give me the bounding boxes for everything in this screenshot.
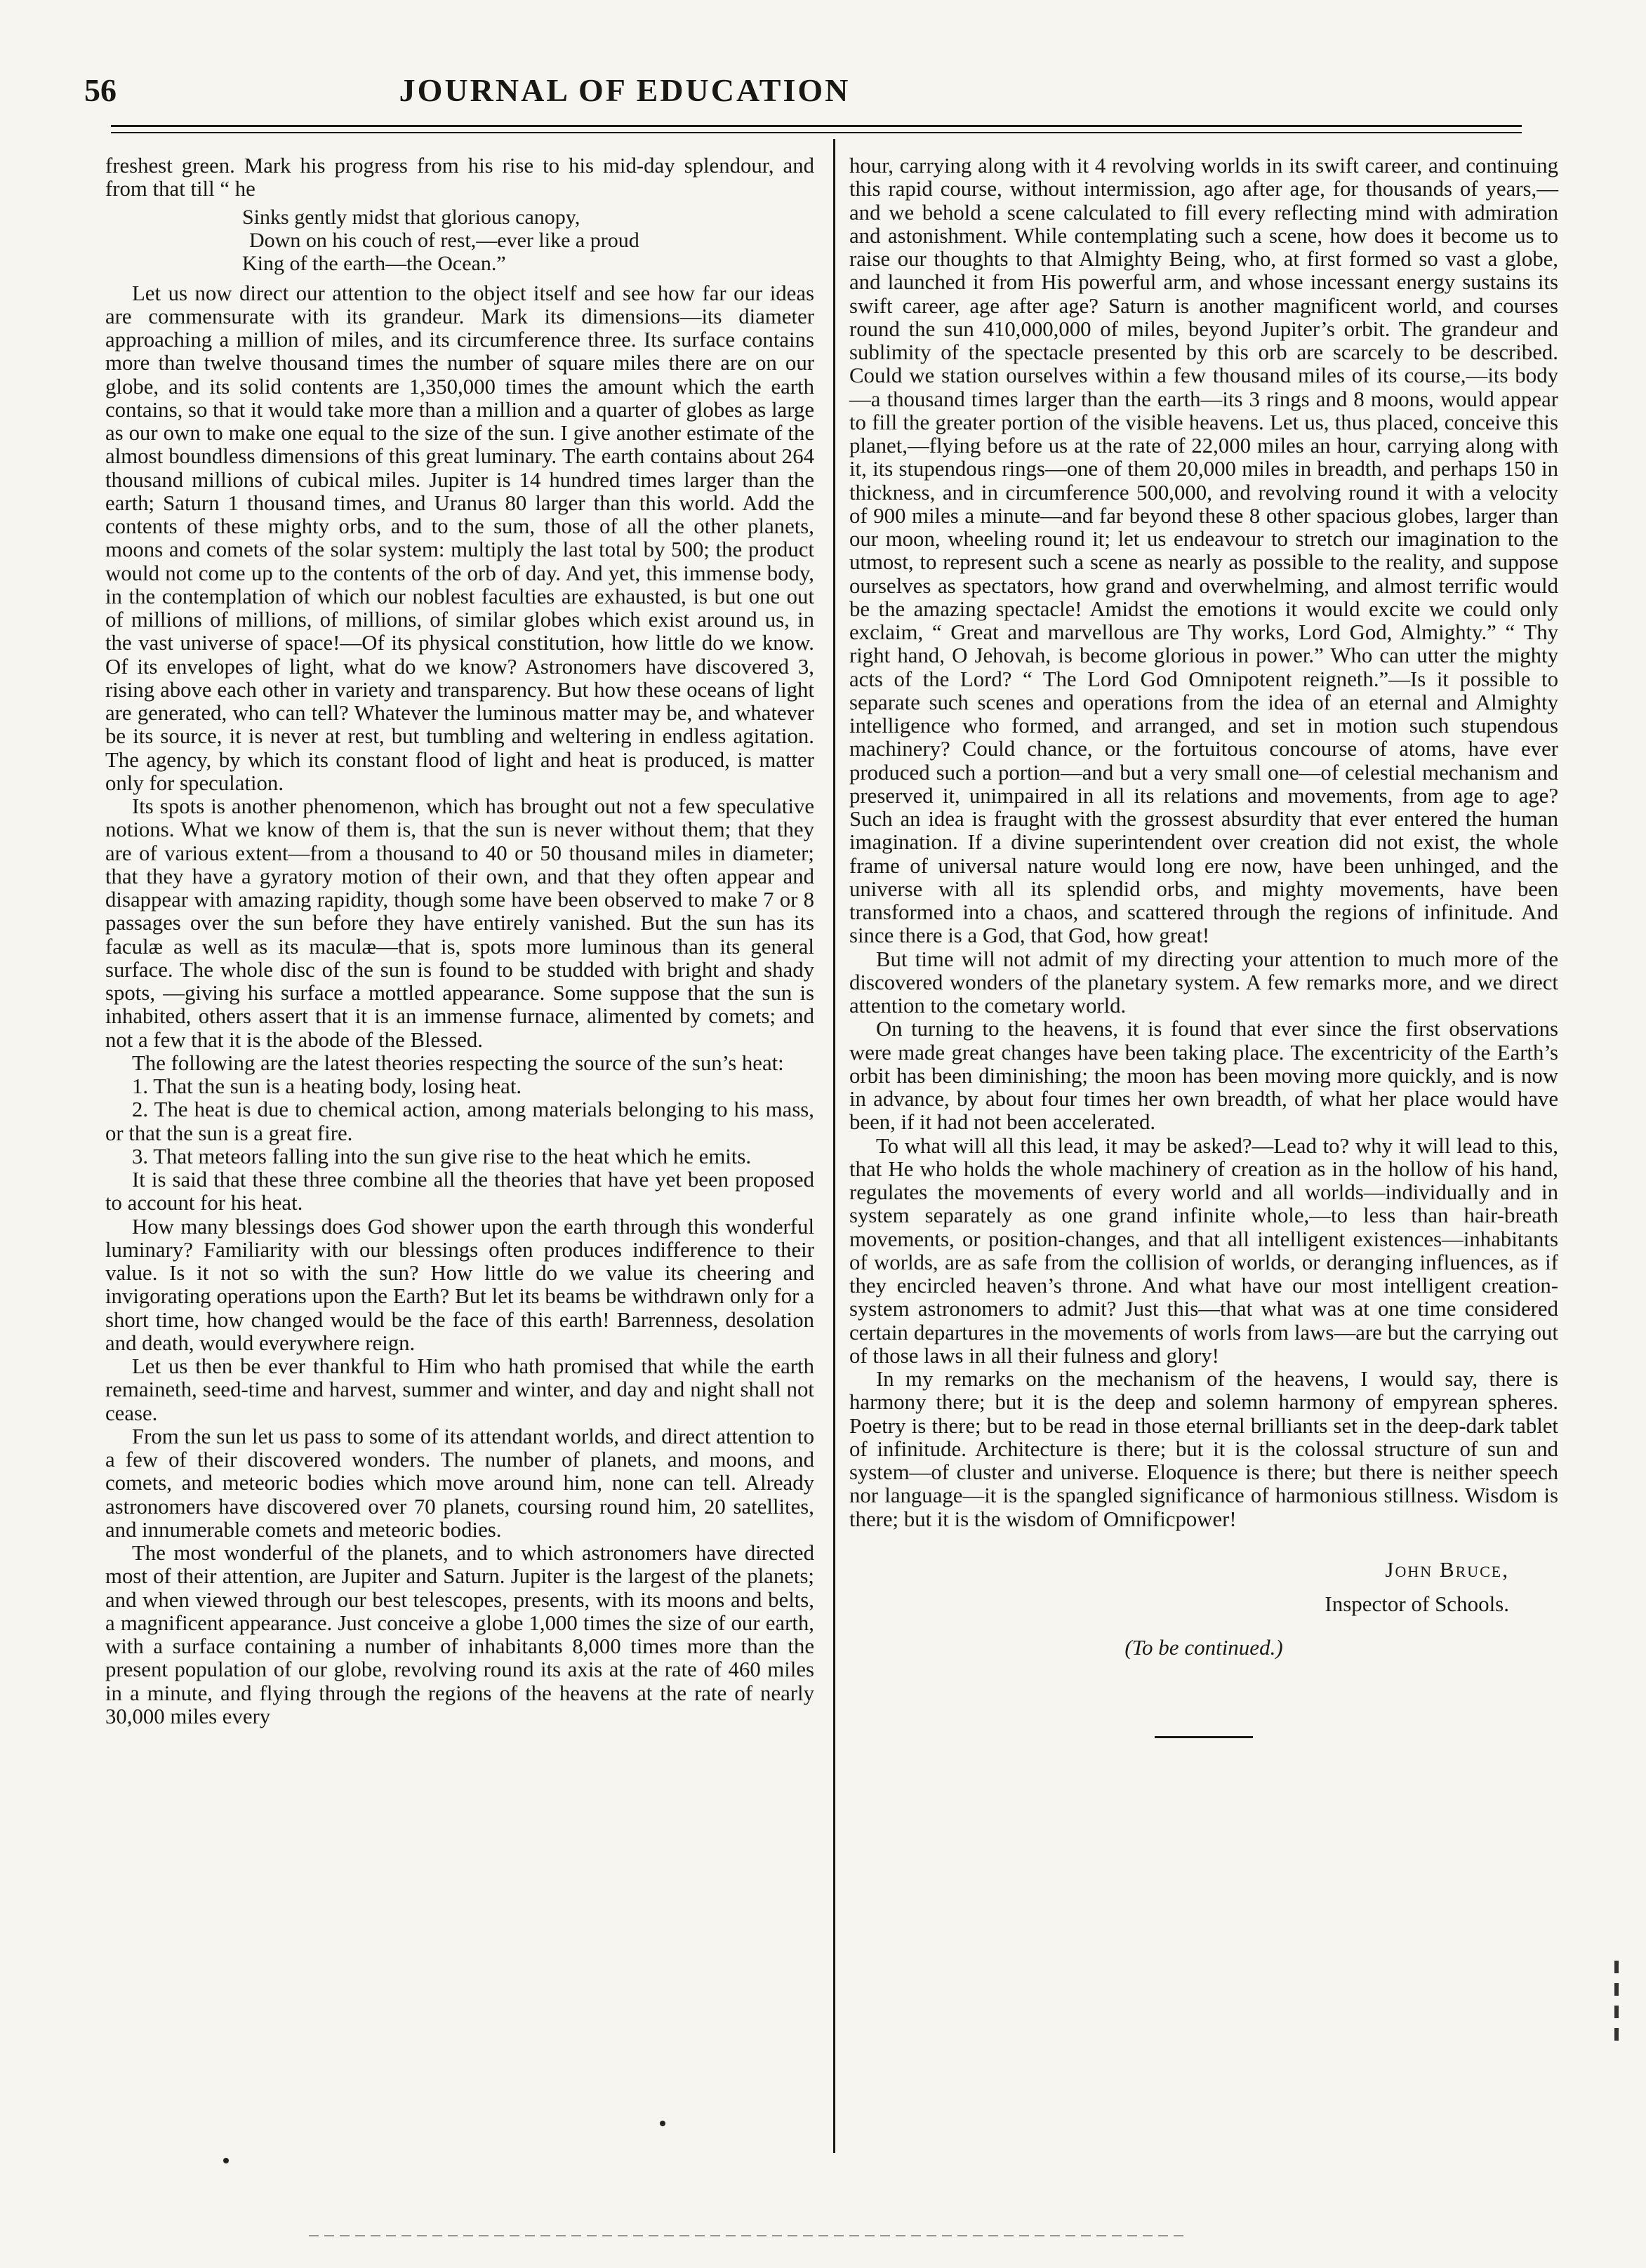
list-item: 2. The heat is due to chemical action, among materials belonging to his mass, or that the sun is a great fire. — [105, 1098, 814, 1145]
poem-quote — [242, 206, 814, 275]
list-item: 3. That meteors falling into the sun give rise to the heat which he emits. — [132, 1144, 752, 1168]
ink-speck — [223, 2158, 229, 2163]
paragraph: In my remarks on the mechanism of the heavens, I would say, there is harmony there; but it is the deep and solemn harmony of empyrean spheres. Poetry is there; but to be read in those eternal brilliants set in the deep-dark tablet of infinitude. Architecture is there; but it is the colossal structure of sun and system—of cluster and universe. Eloquence is there; but there is neither speech nor language—it is the spangled significance of harmonious stillness. Wisdom is there; but it is the wisdom of Omnificpower! — [849, 1367, 1558, 1531]
paragraph: On turning to the heavens, it is found that ever since the first observations were made great changes have been taking place. The excentricity of the Earth’s orbit has been diminishing; the moon has been moving more quickly, and is now in advance, by about four times her own breadth, of what her place would have been, if it had not been accelerated. — [849, 1017, 1558, 1135]
header-rule-bottom — [111, 132, 1522, 133]
paragraph: hour, carrying along with it 4 revolving worlds in its swift career, and continuing this rapid course, without intermission, ago after age, for thousands of years,—and we behold a scene calculated to fill every reflecting mind with admiration and astonishment. While contemplating such a scene, how does it become us to raise our thoughts to that Almighty Being, who, at first formed so vast a globe, and launched it from His powerful arm, and whose incessant energy sustains its swift career, age after age? Saturn is another magnificent world, and courses round the sun 410,000,000 of miles, beyond Jupiter’s orbit. The grandeur and sublimity of the spectacle presented by this orb are scarcely to be described. Could we station ourselves within a few thousand miles of its course,—its body—a thousand times larger than the earth—its 3 rings and 8 moons, would appear to fill the greater portion of the visible heavens. Let us, thus placed, conceive this planet,—flying before us at the rate of 22,000 miles an hour, carrying along with it, its stupendous rings—one of them 20,000 miles in breadth, and perhaps 150 in thickness, and in circumference 500,000, and revolving round it with a velocity of 900 miles a minute—and far beyond these 8 other spacious globes, larger than our moon, wheeling round it; let us endeavour to stretch our imagination to the utmost, to represent such a scene as nearly as possible to the reality, and suppose ourselves as spectators, how grand and overwhelming, and almost terrific would be the amazing spectacle! Amidst the emotions it would excite we could only exclaim, “ Great and marvellous are Thy works, Lord God, Almighty.” “ Thy right hand, O Jehovah, is become glorious in power.” Who can utter the mighty acts of the Lord? “ The Lord God Omnipotent reigneth.”—Is it possible to separate such scenes and operations from the idea of an eternal and Almighty intelligence who formed, and arranged, and set in motion such stupendous machinery? Could chance, or the fortuitous concourse of atoms, have ever produced such a portion—and but a very small one—of celestial mechanism and preserved it, unimpaired in all its relations and movements, from age to age? Such an idea is fraught with the grossest absurdity that ever entered the human imagination. If a divine superintendent over creation did not exist, the whole frame of universal nature would long ere now, have been unhinged, and the universe with all its splendid orbs, and mighty movements, have been transformed into a chaos, and scattered through the regions of infinitude. And since there is a God, that God, how great! — [849, 154, 1558, 948]
author-name: John Bruce, — [1385, 1556, 1509, 1582]
paragraph: It is said that these three combine all the theories that have yet been proposed to account for his heat. — [105, 1168, 814, 1215]
author-title: Inspector of Schools. — [1325, 1592, 1509, 1617]
page-edge-marks — [1607, 1951, 1635, 2133]
paragraph: From the sun let us pass to some of its attendant worlds, and direct attention to a few of their discovered wonders. The number of planets, and moons, and comets, and meteoric bodies which move around him, none can tell. Already astronomers have discovered over 70 planets, coursing round him, 20 satellites, and innumerable comets and meteoric bodies. — [105, 1424, 814, 1542]
left-column — [105, 154, 814, 1728]
paragraph: The following are the latest theories respecting the source of the sun’s heat: — [132, 1050, 784, 1075]
paragraph: But time will not admit of my directing your attention to much more of the discovered wonders of the planetary system. A few remarks more, and we direct attention to the cometary world. — [849, 947, 1558, 1018]
signature-block — [849, 1552, 1558, 1622]
running-title: JOURNAL OF EDUCATION — [399, 72, 851, 108]
poem-line: Sinks gently midst that glorious canopy, — [242, 205, 580, 229]
header-rule-top — [111, 125, 1522, 127]
poem-line: Down on his couch of rest,—ever like a proud — [249, 228, 639, 252]
ink-speck — [660, 2121, 665, 2126]
paragraph: Let us then be ever thankful to Him who hath promised that while the earth remaineth, seed-time and harvest, summer and winter, and day and night shall not cease. — [105, 1354, 814, 1425]
page-number: 56 — [84, 72, 117, 108]
bottom-print-artifact — [309, 2235, 1186, 2236]
paragraph: Let us now direct our attention to the object itself and see how far our ideas are commensurate with its grandeur. Mark its dimensions—its diameter approaching a million of miles, and its circumference three. Its surface contains more than twelve thousand times the number of square miles there are on our globe, and its solid contents are 1,350,000 times the amount which the earth contains, so that it would take more than a million and a quarter of globes as large as our own to make one equal to the size of the sun. I give another estimate of the almost boundless dimensions of this great luminary. The earth contains about 264 thousand millions of cubical miles. Jupiter is 14 hundred times larger than the earth; Saturn 1 thousand times, and Uranus 80 larger than this world. Add the contents of these mighty orbs, and to the sum, those of all the other planets, moons and comets of the solar system: multiply the last total by 500; the product would not come up to the contents of the orb of day. And yet, this immense body, in the contemplation of which our noblest faculties are exhausted, is but one out of millions of millions, of millions, of similar globes which exist around us, in the vast universe of space!—Of its physical constitution, how little do we know. Of its envelopes of light, what do we know? Astronomers have discovered 3, rising above each other in variety and transparency. But how these oceans of light are generated, who can tell? Whatever the luminous matter may be, and whatever be its source, it is never at rest, but tumbling and weltering in endless agitation. The agency, by which its constant flood of light and heat is produced, is matter only for speculation. — [105, 281, 814, 795]
right-column — [849, 154, 1558, 1738]
poem-line: King of the earth—the Ocean.” — [242, 251, 506, 275]
column-divider — [833, 139, 835, 2153]
paragraph: freshest green. Mark his progress from his rise to his mid-day splendour, and from that till “ he — [105, 154, 814, 201]
list-item: 1. That the sun is a heating body, losing heat. — [132, 1074, 522, 1098]
paragraph: How many blessings does God shower upon the earth through this wonderful luminary? Familiarity with our blessings often produces indifference to their value. Is it not so with the sun? How little do we value its cheering and invigorating operations upon the Earth? But let its beams be withdrawn only for a short time, how changed would be the face of this earth! Barrenness, desolation and death, would everywhere reign. — [105, 1214, 814, 1355]
page-header — [84, 72, 1565, 114]
paragraph: The most wonderful of the planets, and to which astronomers have directed most of their attention, are Jupiter and Saturn. Jupiter is the largest of the planets; and when viewed through our best telescopes, presents, with its moons and belts, a magnificent appearance. Just conceive a globe 1,000 times the size of our earth, with a surface containing a number of inhabitants 8,000 times more than the present population of our globe, revolving round its axis at the rate of 460 miles in a minute, and flying through the regions of the heavens at the rate of nearly 30,000 miles every — [105, 1541, 814, 1728]
paragraph: To what will all this lead, it may be asked?—Lead to? why it will lead to this, that He who holds the whole machinery of creation as in the hollow of his hand, regulates the movements of every world and all worlds—individually and in system separately as one grand infinite whole,—to less than hair-breath movements, or position-changes, and that all intelligent existences—inhabitants of worlds, are as safe from the collision of worlds, or deranging influences, as if they encircled heaven’s throne. And what have our most intelligent creation-system astronomers to admit? Just this—that what was at one time considered certain departures in the movements of worls from laws—are but the carrying out of those laws in all their fulness and glory! — [849, 1133, 1558, 1368]
end-rule — [1155, 1736, 1253, 1738]
paragraph: Its spots is another phenomenon, which has brought out not a few speculative notions. What we know of them is, that the sun is never without them; that they are of various extent—from a thousand to 40 or 50 thousand miles in diameter; that they have a gyratory motion of their own, and that they often appear and disappear with amazing rapidity, though some have been observed to make 7 or 8 passages over the sun before they have entirely vanished. But the sun has its faculæ as well as its maculæ—that is, spots more luminous than its general surface. The whole disc of the sun is found to be studded with bright and shady spots, —giving his surface a mottled appearance. Some suppose that the sun is inhabited, others assert that it is an immense furnace, alimented by comets; and not a few that it is the abode of the Blessed. — [105, 794, 814, 1052]
to-be-continued-note: (To be continued.) — [1124, 1634, 1283, 1660]
